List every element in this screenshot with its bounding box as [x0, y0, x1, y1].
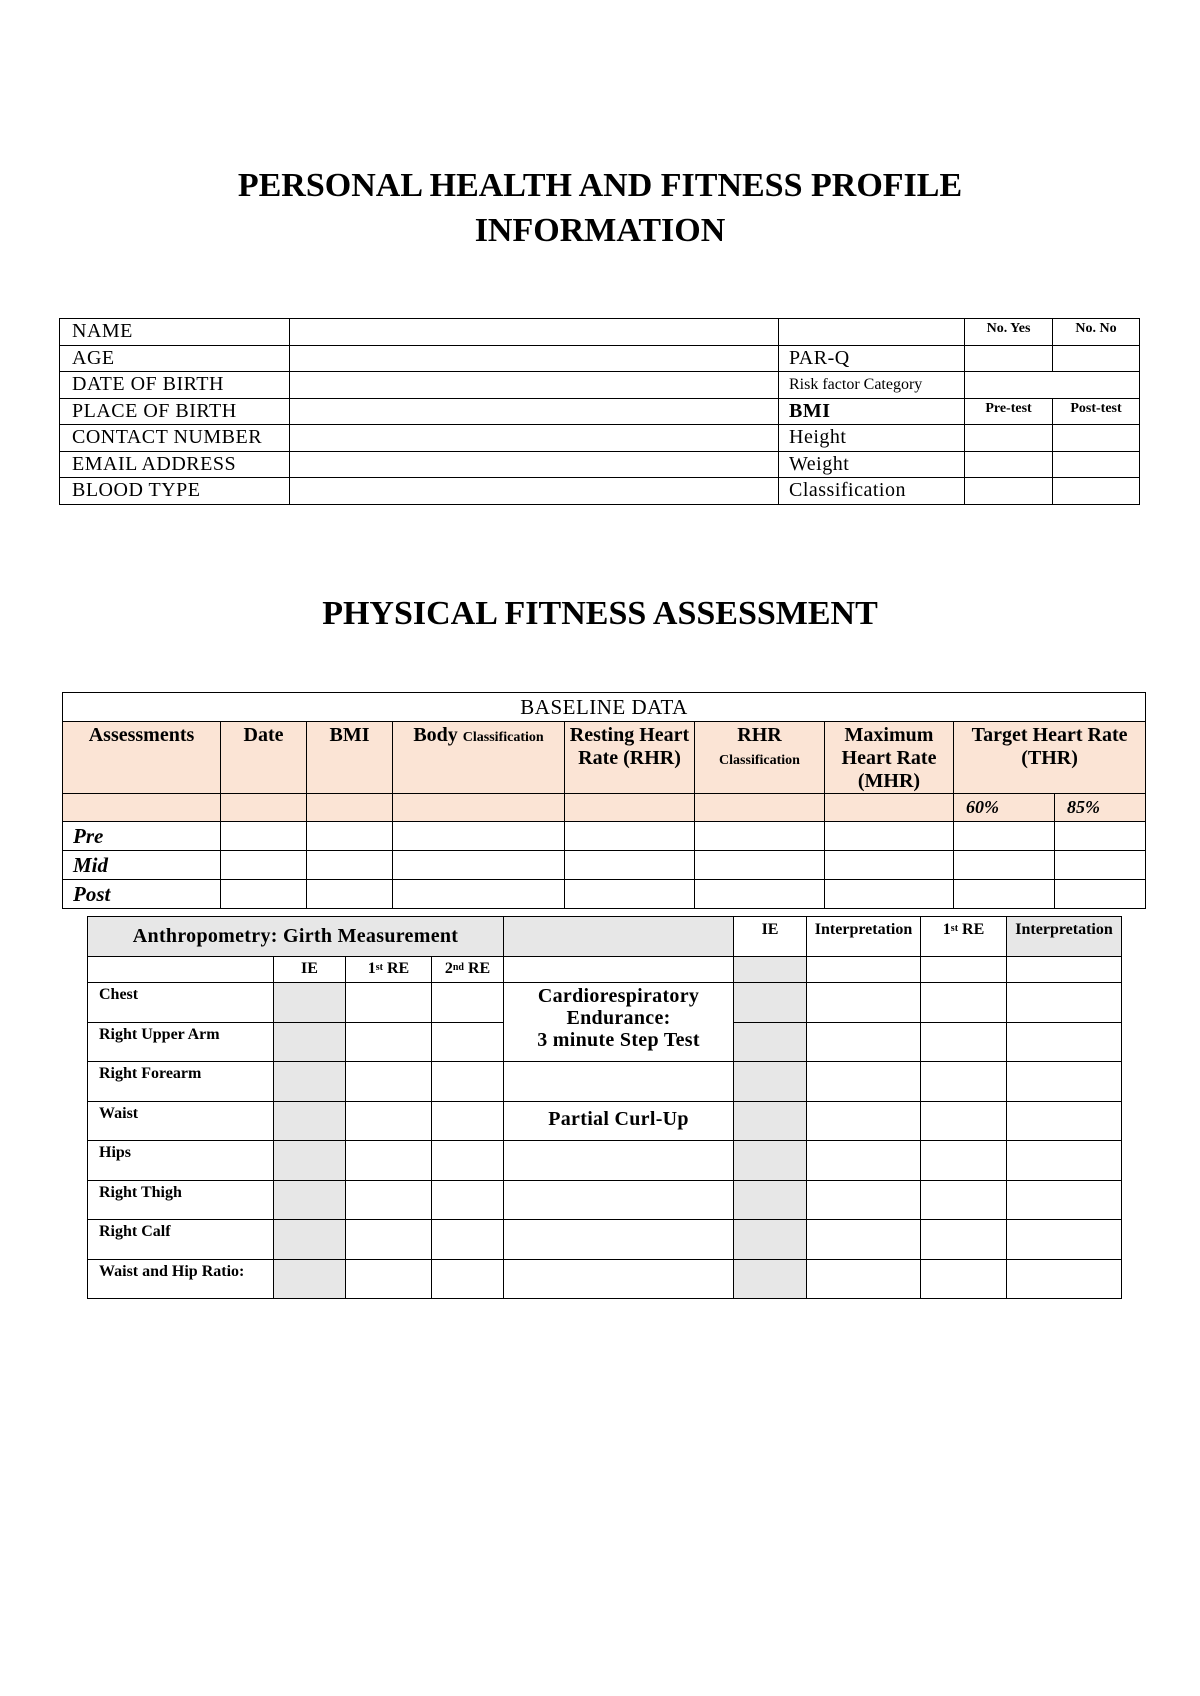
- col-interpretation-2: Interpretation: [1007, 917, 1122, 957]
- page-title-line1: PERSONAL HEALTH AND FITNESS PROFILE: [237, 167, 963, 204]
- post-test-field[interactable]: [1053, 451, 1140, 478]
- parq-yes-field[interactable]: [965, 345, 1053, 372]
- profile-label: EMAIL ADDRESS: [60, 451, 290, 478]
- pre-test-field[interactable]: [965, 425, 1053, 452]
- profile-right-label: Risk factor Category: [779, 372, 965, 399]
- profile-row: [60, 478, 1140, 505]
- pre-test-field[interactable]: [965, 478, 1053, 505]
- profile-value-field[interactable]: [290, 451, 779, 478]
- section-title: PHYSICAL FITNESS ASSESSMENT: [322, 595, 878, 632]
- header-rhr: RHR: [737, 724, 782, 746]
- curl-up-label: Partial Curl-Up: [504, 1101, 734, 1141]
- anthro-row: [88, 1062, 1122, 1102]
- header-body: Body: [413, 724, 458, 746]
- profile-right-label: Height: [779, 425, 965, 452]
- baseline-percent-row: [63, 794, 1146, 822]
- girth-label: Right Forearm: [88, 1062, 274, 1102]
- baseline-data-row: [63, 822, 1146, 851]
- header-body-small: Classification: [462, 730, 544, 745]
- cardio-endurance-text: Cardiorespiratory Endurance:: [537, 985, 700, 1029]
- col-post-test: Post-test: [1053, 398, 1140, 425]
- page-title-line2: INFORMATION: [474, 212, 726, 249]
- anthro-row: [88, 1180, 1122, 1220]
- anthro-header-row: [88, 917, 1122, 957]
- baseline-table: [62, 692, 1146, 909]
- profile-row: [60, 345, 1140, 372]
- baseline-header-row: [63, 722, 1146, 794]
- col-ie: IE: [734, 917, 807, 957]
- profile-value-field[interactable]: [290, 425, 779, 452]
- anthropometry-table: [87, 916, 1122, 1299]
- girth-label: Waist and Hip Ratio:: [88, 1259, 274, 1299]
- girth-label: Hips: [88, 1141, 274, 1181]
- row-label-post: Post: [63, 880, 221, 909]
- thr-60-percent: 60%: [954, 794, 1055, 822]
- profile-label: NAME: [60, 319, 290, 346]
- profile-right-label: BMI: [779, 398, 965, 425]
- col-1st-re: 1st RE: [921, 917, 1007, 957]
- header-maximum-heart-rate: Maximum Heart Rate (MHR): [825, 722, 954, 794]
- profile-label: DATE OF BIRTH: [60, 372, 290, 399]
- sub-1st-re: 1st RE: [346, 957, 432, 983]
- row-label-mid: Mid: [63, 851, 221, 880]
- post-test-field[interactable]: [1053, 478, 1140, 505]
- step-test-text: 3 minute Step Test: [537, 1029, 700, 1051]
- anthro-row: [88, 983, 1122, 1023]
- anthro-row: [88, 1141, 1122, 1181]
- profile-right-label: Weight: [779, 451, 965, 478]
- sub-2nd-re: 2nd RE: [432, 957, 504, 983]
- baseline-data-row: [63, 880, 1146, 909]
- header-rhr-classification: [695, 722, 825, 794]
- profile-row: [60, 372, 1140, 399]
- anthro-title: Anthropometry: Girth Measurement: [88, 917, 504, 957]
- profile-right-label: Classification: [779, 478, 965, 505]
- thr-85-percent: 85%: [1055, 794, 1146, 822]
- profile-row: [60, 451, 1140, 478]
- anthro-subheader-row: [88, 957, 1122, 983]
- col-no-no: No. No: [1053, 319, 1140, 346]
- profile-label: AGE: [60, 345, 290, 372]
- baseline-data-row: [63, 851, 1146, 880]
- cardio-label: [504, 983, 734, 1062]
- girth-label: Right Calf: [88, 1220, 274, 1260]
- profile-right-label: PAR-Q: [779, 345, 965, 372]
- profile-value-field[interactable]: [290, 372, 779, 399]
- sub-ie: IE: [274, 957, 346, 983]
- post-test-field[interactable]: [1053, 425, 1140, 452]
- anthro-row: [88, 1259, 1122, 1299]
- header-assessments: Assessments: [63, 722, 221, 794]
- girth-label: Right Upper Arm: [88, 1022, 274, 1062]
- profile-value-field[interactable]: [290, 398, 779, 425]
- anthro-row: [88, 1101, 1122, 1141]
- col-interpretation-1: Interpretation: [807, 917, 921, 957]
- header-date: Date: [221, 722, 307, 794]
- risk-category-field[interactable]: [965, 372, 1140, 399]
- parq-no-field[interactable]: [1053, 345, 1140, 372]
- profile-row: [60, 425, 1140, 452]
- row-label-pre: Pre: [63, 822, 221, 851]
- girth-label: Chest: [88, 983, 274, 1023]
- profile-value-field[interactable]: [290, 319, 779, 346]
- header-target-heart-rate: Target Heart Rate (THR): [954, 722, 1146, 794]
- profile-value-field[interactable]: [290, 345, 779, 372]
- profile-label: CONTACT NUMBER: [60, 425, 290, 452]
- girth-label: Right Thigh: [88, 1180, 274, 1220]
- anthro-row: [88, 1220, 1122, 1260]
- profile-label: BLOOD TYPE: [60, 478, 290, 505]
- header-body-classification: [393, 722, 565, 794]
- header-resting-heart-rate: Resting Heart Rate (RHR): [565, 722, 695, 794]
- col-no-yes: No. Yes: [965, 319, 1053, 346]
- girth-label: Waist: [88, 1101, 274, 1141]
- profile-value-field[interactable]: [290, 478, 779, 505]
- profile-label: PLACE OF BIRTH: [60, 398, 290, 425]
- header-rhr-small: Classification: [719, 753, 800, 768]
- header-bmi: BMI: [307, 722, 393, 794]
- profile-right-label: [779, 319, 965, 346]
- profile-row: [60, 319, 1140, 346]
- profile-table: [59, 318, 1140, 505]
- pre-test-field[interactable]: [965, 451, 1053, 478]
- col-pre-test: Pre-test: [965, 398, 1053, 425]
- profile-row: [60, 398, 1140, 425]
- baseline-caption: BASELINE DATA: [63, 693, 1146, 722]
